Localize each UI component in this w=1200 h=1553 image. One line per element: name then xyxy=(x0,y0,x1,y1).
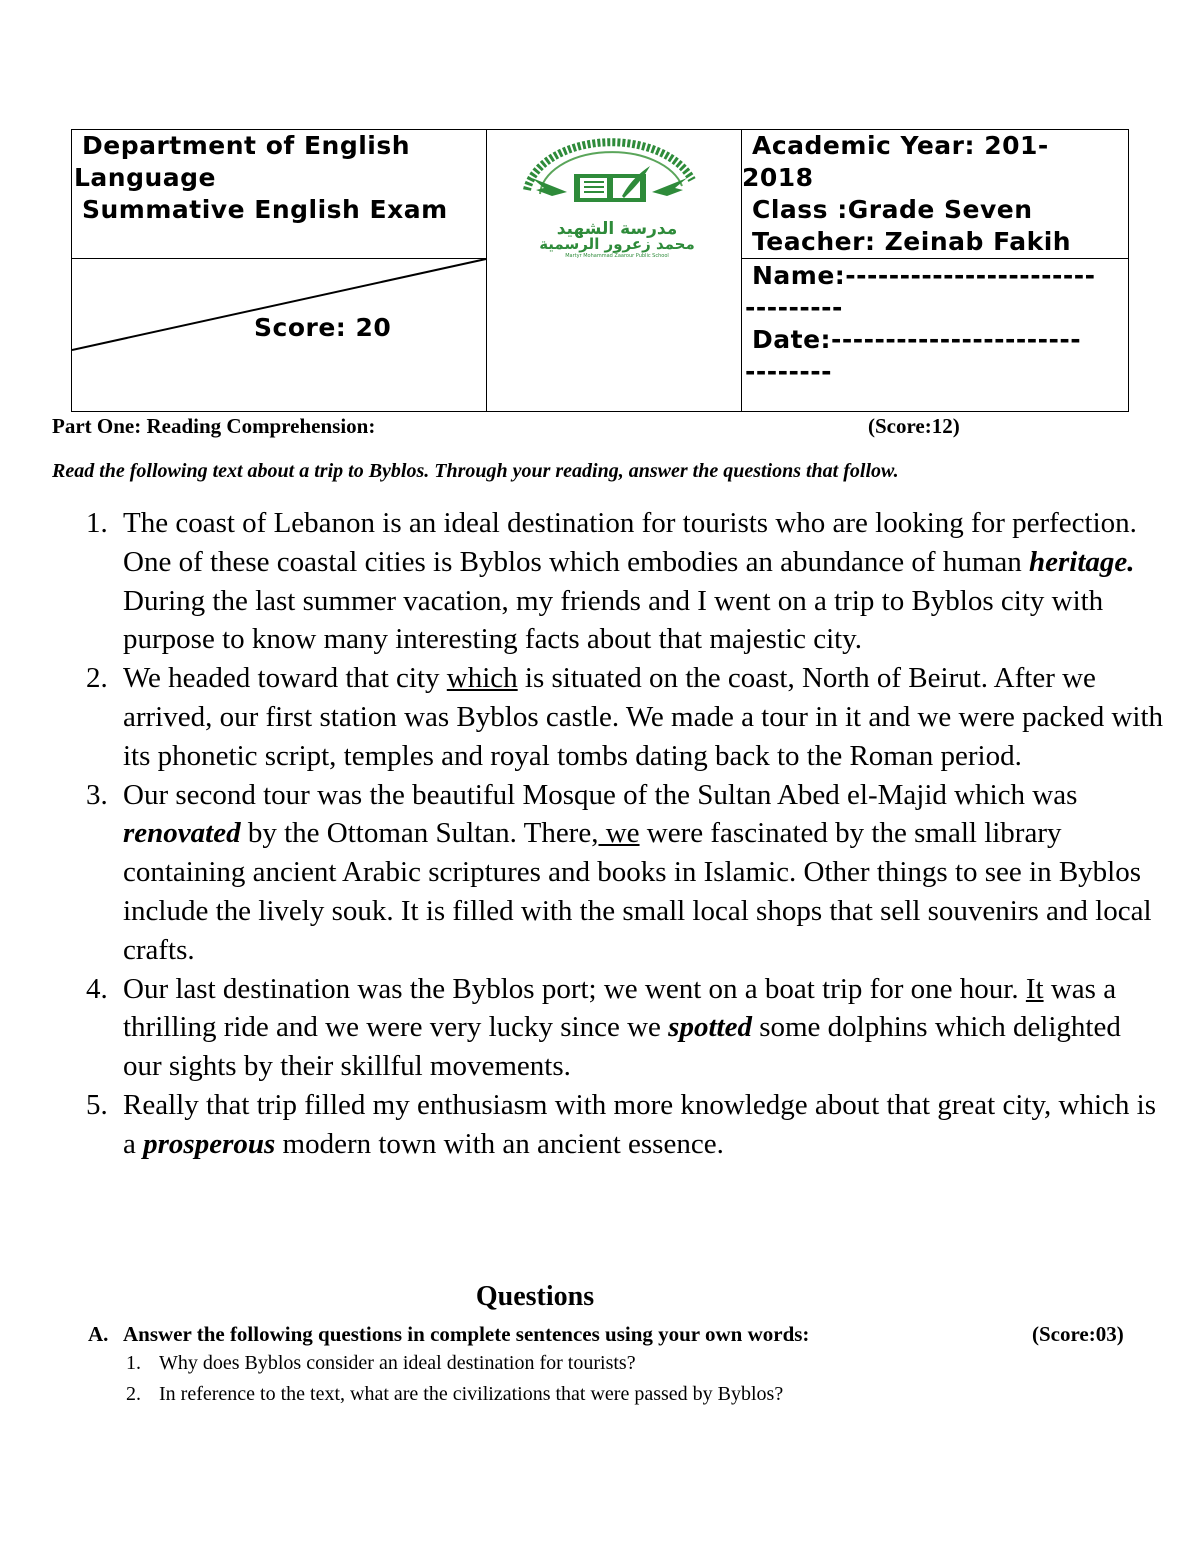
paragraph-text: The coast of Lebanon is an ideal destination for tourists who are looking for perfection. One of these coastal cities is Byblos which embodies an abundance of human xyxy=(123,507,1137,578)
exam-header-table xyxy=(71,129,1129,412)
part-one-score: (Score:12) xyxy=(868,414,960,438)
paragraph-text: We headed toward that city xyxy=(123,662,447,695)
teacher-label: Teacher: Zeinab Fakih xyxy=(752,227,1072,256)
paragraph-text: Our second tour was the beautiful Mosque of the Sultan Abed el-Majid which was xyxy=(123,778,1078,811)
vocab-word: spotted xyxy=(668,1011,752,1044)
paragraph-text: modern town with an ancient essence. xyxy=(275,1127,724,1160)
reading-instruction: Read the following text about a trip to Byblos. Through your reading, answer the questions that follow. xyxy=(52,460,899,482)
logo-icon xyxy=(492,130,742,258)
paragraph-number: 5. xyxy=(86,1088,108,1121)
info-cell xyxy=(742,130,1127,258)
paragraph-2 xyxy=(86,659,1166,775)
paragraph-number: 2. xyxy=(86,662,108,695)
paragraph-text: During the last summer vacation, my friends and I went on a trip to Byblos city with purpose to know many interesting facts about that majestic city. xyxy=(123,584,1104,656)
paragraph-text: some dolphins which delighted our sights by their skillful movements. xyxy=(123,1011,1121,1083)
academic-year-line-1: Academic Year: 201- xyxy=(752,131,1049,160)
vocab-word: prosperous xyxy=(143,1127,276,1160)
name-field-line-1: Name:----------------------- xyxy=(752,261,1096,290)
paragraph-number: 3. xyxy=(86,778,108,811)
vocab-word: heritage. xyxy=(1029,545,1135,578)
student-cell xyxy=(745,260,1127,388)
paragraph-number: 1. xyxy=(86,507,108,539)
question-text: In reference to the text, what are the civilizations that were passed by Byblos? xyxy=(159,1383,784,1405)
vocab-word: renovated xyxy=(123,817,241,850)
department-cell xyxy=(74,130,482,226)
reference-word: It xyxy=(1025,972,1044,1005)
paragraph-1 xyxy=(86,504,1166,659)
question-text: Why does Byblos consider an ideal destination for tourists? xyxy=(159,1352,636,1374)
reference-word: we xyxy=(598,817,640,850)
paragraph-text: was a thrilling ride and we were very lucky since we xyxy=(123,972,1117,1044)
questions-title: Questions xyxy=(475,1281,595,1312)
paragraph-text: were fascinated by the small library containing ancient Arabic scriptures and books in Islamic. Other things to see in Byblos include the lively souk. It is filled with the small local shops that sell souvenirs and local crafts. xyxy=(123,817,1152,966)
total-score: Score: 20 xyxy=(254,313,392,342)
section-letter: A. xyxy=(88,1322,109,1346)
question-number: 2. xyxy=(126,1383,141,1405)
date-field-line-1: Date:----------------------- xyxy=(752,325,1082,354)
department-line-1: Department of English xyxy=(82,131,411,160)
section-text: Answer the following questions in complete sentences using your own words: xyxy=(123,1322,810,1346)
reference-word: which xyxy=(446,662,518,695)
paragraph-5 xyxy=(86,1086,1166,1164)
paragraph-text: Our last destination was the Byblos port; we went on a boat trip for one hour. xyxy=(123,972,1026,1005)
date-field-line-2: -------- xyxy=(745,357,833,386)
logo-english-text: Martyr Mohammad Zaarour Public School xyxy=(565,253,669,258)
question-number: 1. xyxy=(126,1352,141,1374)
exam-title: Summative English Exam xyxy=(82,195,448,224)
paragraph-text: Really that trip filled my enthusiasm with more knowledge about that great city, which is a xyxy=(123,1088,1157,1160)
logo-arabic-line-1: مدرسة الشهيد xyxy=(556,219,678,239)
paragraph-3 xyxy=(86,776,1166,970)
academic-year-line-2: 2018 xyxy=(742,163,814,192)
paragraph-text: is situated on the coast, North of Beirut. After we arrived, our first station was Byblos castle. We made a tour in it and we were packed with its phonetic script, temples and royal tombs dating back to the Roman period. xyxy=(123,662,1164,772)
paragraph-4 xyxy=(86,970,1166,1086)
reading-text xyxy=(86,504,1166,1164)
class-label: Class :Grade Seven xyxy=(752,195,1033,224)
school-logo xyxy=(492,130,742,258)
part-one-heading: Part One: Reading Comprehension: xyxy=(52,414,376,438)
name-field-line-2: --------- xyxy=(745,293,843,322)
paragraph-number: 4. xyxy=(86,972,108,1005)
section-a-score: (Score:03) xyxy=(1032,1322,1124,1346)
table-divider xyxy=(741,258,1129,259)
department-line-2: Language xyxy=(74,163,217,192)
paragraph-text: by the Ottoman Sultan. There, xyxy=(240,817,599,850)
logo-arabic-line-2: محمد زعرور الرسمية xyxy=(539,235,695,253)
